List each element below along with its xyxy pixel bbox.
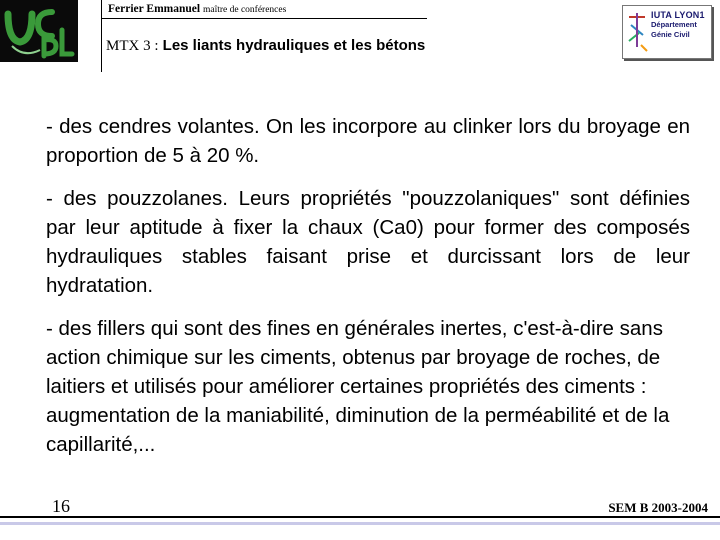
session-label: SEM B 2003-2004 xyxy=(608,500,708,515)
footer-rule xyxy=(0,516,720,518)
slide-body xyxy=(46,112,690,459)
author-line xyxy=(108,3,286,15)
ucbl-logo-graphic xyxy=(0,0,78,62)
footer-accent-rule xyxy=(0,522,720,525)
iuta-org-text xyxy=(651,10,709,40)
course-title-line xyxy=(106,37,425,55)
paragraph-pozzolans: - des pouzzolanes. Leurs propriétés "pouzzolaniques" sont définies par leur aptitude à fixer la chaux (Ca0) pour former des composés hydrauliques stables faisant prise et durcissant lors de leur hydratation. xyxy=(46,187,690,297)
header-vertical-rule xyxy=(101,0,102,72)
iuta-civil-engineering: Génie Civil xyxy=(651,30,690,39)
author-name: Ferrier Emmanuel xyxy=(108,3,201,15)
iuta-department: Département xyxy=(651,20,697,29)
paragraph-fly-ash: - des cendres volantes. On les incorpore au clinker lors du broyage en proportion de 5 à 20 %. xyxy=(46,115,690,167)
ucbl-logo xyxy=(0,0,78,62)
author-role: maître de conférences xyxy=(202,5,287,15)
iuta-emblem-icon xyxy=(625,7,651,57)
course-title: Les liants hydrauliques et les bétons xyxy=(162,37,426,54)
iuta-lyon1-logo xyxy=(622,5,712,59)
header-horizontal-rule xyxy=(101,18,427,19)
course-code: MTX 3 : xyxy=(106,38,159,54)
page-number: 16 xyxy=(52,496,70,516)
iuta-name: IUTA LYON1 xyxy=(651,10,705,20)
paragraph-fillers: - des fillers qui sont des fines en générales inertes, c'est-à-dire sans action chimique sur les ciments, obtenus par broyage de roches, de laitiers et utilisés pour améliorer certaines propriétés des ciments : augmentation de la maniabilité, diminution de la perméabilité et de la capillarité,... xyxy=(46,317,670,456)
